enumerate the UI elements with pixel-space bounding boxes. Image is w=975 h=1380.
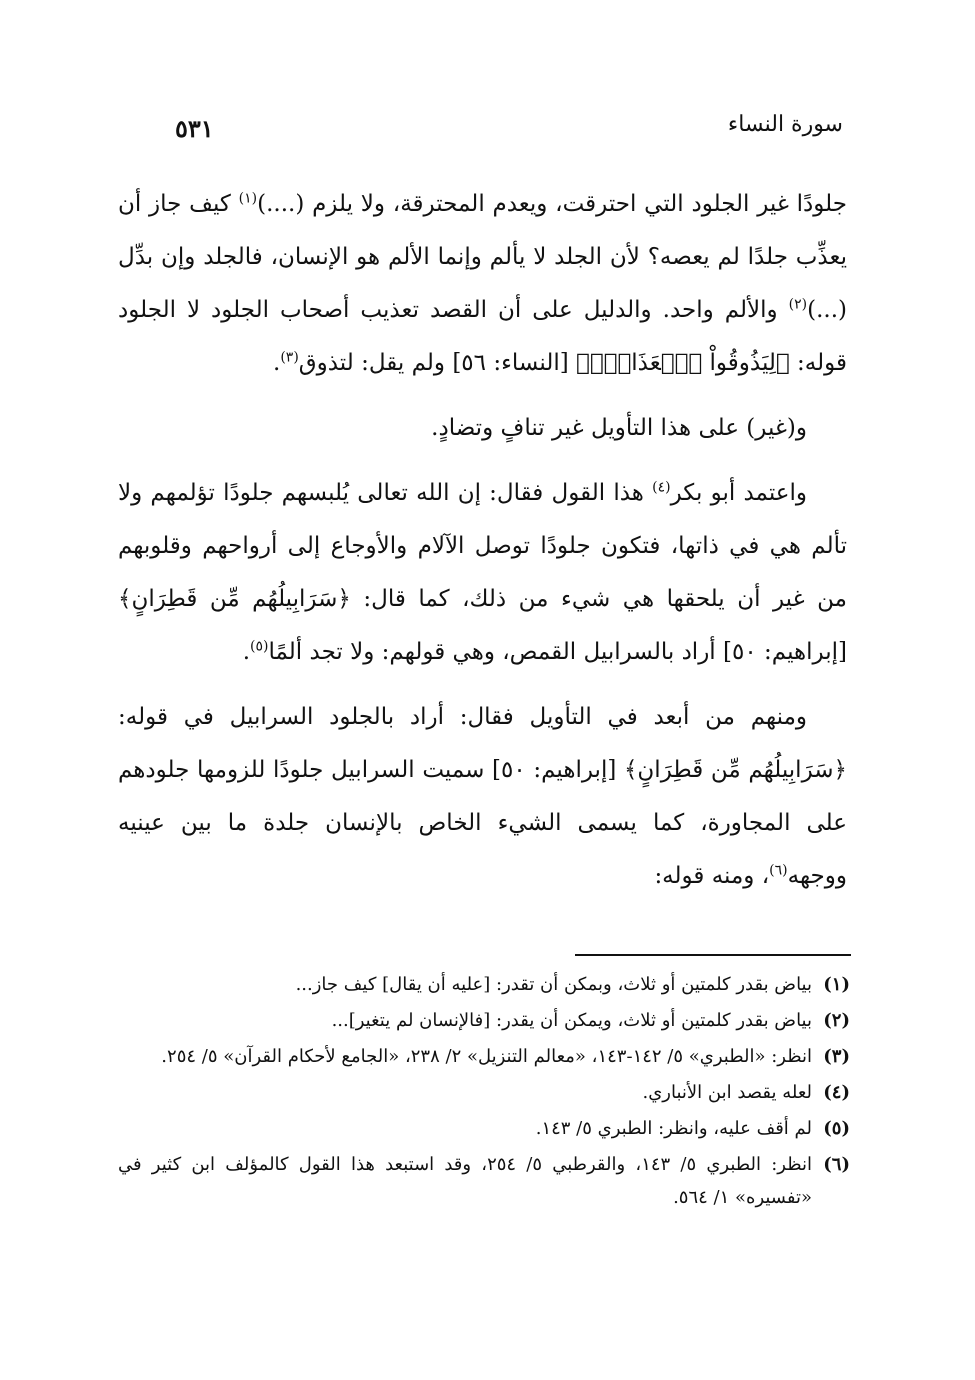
text-run: ومنهم من أبعد في التأويل فقال: أراد بالجلود السرابيل في قوله: ﴿سَرَابِيلُهُم مِّن قَطِرَانٍ﴾ [إبراهيم: ٥٠] سميت السرابيل جلودًا للزومها جلودهم على المجاورة، كما يسمى الشيء الخاص بالإنسان جلدة ما بين عينيه ووجهه: [118, 704, 848, 889]
paragraph-2: [118, 402, 847, 455]
paragraph-4: [118, 691, 847, 903]
text-run: واعتمد أبو بكر: [670, 480, 807, 506]
footnote-item: [118, 1040, 850, 1073]
footnote-ref: (٥): [250, 638, 269, 655]
footnote-text: لعله يقصد ابن الأنباري.: [642, 1082, 812, 1103]
footnote-item: [118, 1004, 850, 1037]
text-run: .: [273, 350, 281, 376]
footnote-text: انظر: الطبري ٥/ ١٤٣، والقرطبي ٥/ ٢٥٤، وقد استبعد هذا القول كالمؤلف ابن كثير في «تفسيره» ١/ ٥٦٤.: [118, 1154, 813, 1208]
footnote-number: (٥): [823, 1118, 850, 1139]
text-run: هذا القول فقال: إن الله تعالى يُلبسهم جلودًا تؤلمهم ولا تألم هي في ذاتها، فتكون جلودًا توصل الآلام والأوجاع إلى أرواحهم وقلوبهم من غير أن يلحقها هي شيء من ذلك، كما قال: ﴿سَرَابِيلُهُم مِّن قَطِرَانٍ﴾ [إبراهيم: ٥٠] أراد بالسرابيل القمص، وهي قولهم: ولا تجد ألمًا: [118, 480, 847, 665]
paragraph-3: [118, 467, 847, 679]
surah-title: سورة النساء: [727, 112, 843, 137]
footnote-ref: (٤): [652, 479, 671, 496]
text-run: ، ومنه قوله:: [654, 863, 770, 889]
footnote-item: [118, 1112, 850, 1145]
footnote-ref: (٢): [788, 296, 808, 313]
text-run: جلودًا غير الجلود التي احترقت، ويعدم المحترقة، ولا يلزم (....): [257, 191, 847, 217]
text-run: و(غير) على هذا التأويل غير تنافٍ وتضادٍ.: [431, 415, 807, 441]
text-run: كيف جاز أن يعذِّب جلدًا لم يعصه؟ لأن الجلد لا يألم وإنما الألم هو الإنسان، فالجلد وإن بدِّل (...): [118, 191, 847, 323]
footnote-number: (٤): [823, 1082, 850, 1103]
footnote-number: (٣): [823, 1046, 850, 1067]
footnote-item: [118, 968, 850, 1001]
page-number: ٥٣١: [175, 114, 214, 143]
footnote-separator: [575, 954, 851, 956]
footnote-number: (١): [823, 974, 850, 995]
footnote-number: (٢): [823, 1010, 850, 1031]
footnote-number: (٦): [823, 1154, 850, 1175]
footnote-text: انظر: «الطبري» ٥/ ١٤٢-١٤٣، «معالم التنزيل» ٢/ ٢٣٨، «الجامع لأحكام القرآن» ٥/ ٢٥٤.: [161, 1046, 812, 1067]
footnote-ref: (١): [238, 190, 258, 207]
footnote-item: [118, 1148, 850, 1214]
footnotes: [118, 968, 850, 1217]
footnote-text: لم أقف عليه، وانظر: الطبري ٥/ ١٤٣.: [535, 1118, 812, 1139]
footnote-item: [118, 1076, 850, 1109]
footnote-text: بياض بقدر كلمتين أو ثلاث، ويمكن أن يقدر: [فالإنسان لم يتغير]...: [331, 1010, 812, 1031]
paragraph-1: [118, 178, 847, 390]
footnote-ref: (٣): [280, 349, 299, 366]
footnote-text: بياض بقدر كلمتين أو ثلاث، وبمكن أن تقدر: [عليه أن يقال] كيف جاز...: [295, 974, 812, 995]
main-text: [118, 178, 847, 915]
page-header: [120, 108, 855, 148]
footnote-ref: (٦): [769, 862, 788, 879]
text-run: والألم واحد. والدليل على أن القصد تعذيب أصحاب الجلود لا الجلود قوله: ﴿لِيَذُوقُواْ ٱلۡعَذَابَۗ﴾ [النساء: ٥٦] ولم يقل: لتذوق: [118, 297, 847, 376]
text-run: .: [242, 639, 251, 665]
